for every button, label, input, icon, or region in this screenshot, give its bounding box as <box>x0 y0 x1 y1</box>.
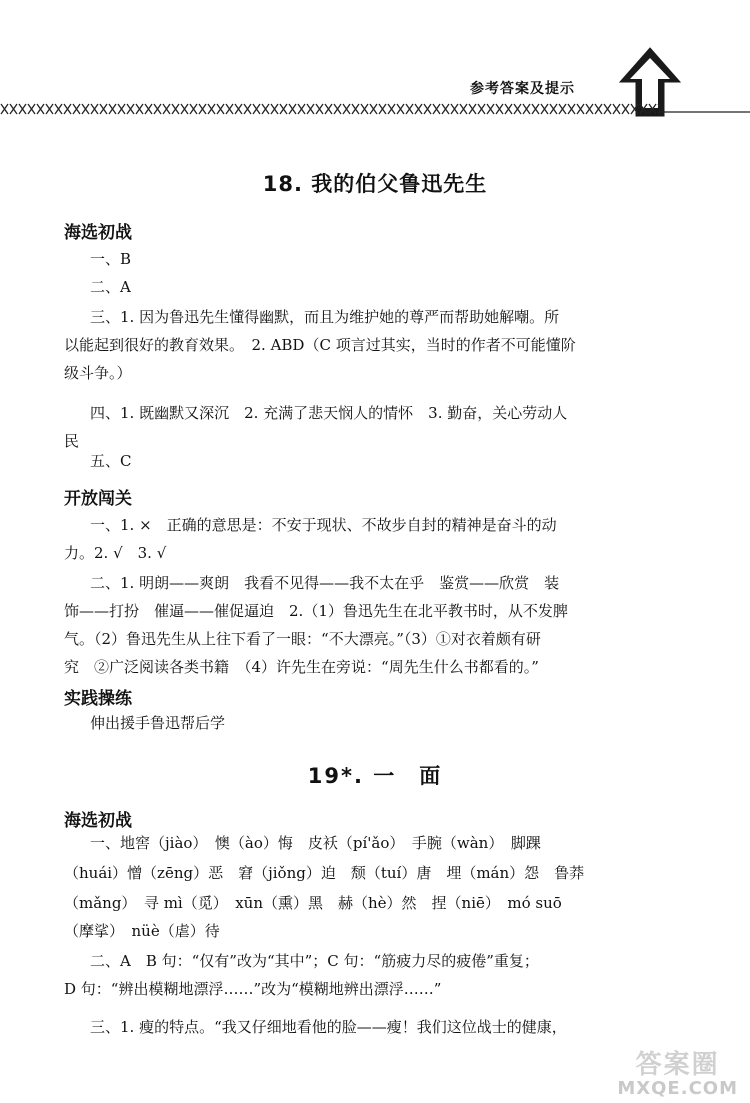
answer-line: 五、C <box>90 452 132 470</box>
answer-line: （mǎng） 寻 mì（觅） xūn（熏）黑 赫（hè）然 捏（niē） mó suō <box>64 894 562 912</box>
answer-line: 饰——打扮 催逼——催促逼迫 2.（1）鲁迅先生在北平教书时，从不发脾 <box>64 602 568 620</box>
answer-line: 一、地窖（jiào） 懊（ào）悔 皮袄（pí'ǎo） 手腕（wàn） 脚踝 <box>90 834 541 852</box>
section-heading: 开放闯关 <box>64 489 132 509</box>
answer-line: 三、1. 瘦的特点。“我又仔细地看他的脸——瘦！我们这位战士的健康， <box>90 1018 567 1036</box>
answer-line: 伸出援手鲁迅帮后学 <box>90 714 226 732</box>
header-label: 参考答案及提示 <box>470 81 575 97</box>
answer-line: 究 ②广泛阅读各类书籍 （4）许先生在旁说：“周先生什么书都看的。” <box>64 658 539 676</box>
site-watermark <box>617 1051 738 1099</box>
answer-line: 四、1. 既幽默又深沉 2. 充满了悲天悯人的情怀 3. 勤奋，关心劳动人 <box>90 404 568 422</box>
section-heading: 海选初战 <box>64 223 132 243</box>
answer-line: 二、A <box>90 278 131 296</box>
answer-line: 民 <box>64 432 80 450</box>
section-heading: 海选初战 <box>64 811 132 831</box>
watermark-url: MXQE.COM <box>617 1078 738 1100</box>
answer-line: 二、A B 句：“仅有”改为“其中”；C 句：“筋疲力尽的疲倦”重复； <box>90 952 539 970</box>
answer-line: D 句：“辨出模糊地漂浮……”改为“模糊地辨出漂浮……” <box>64 980 442 998</box>
answer-line: 力。2. √ 3. √ <box>64 544 167 562</box>
answer-line: 级斗争。） <box>64 364 132 382</box>
answer-line: （huái）憎（zēng）恶 窘（jiǒng）迫 颓（tuí）唐 埋（mán）怨 鲁莽 <box>64 864 585 882</box>
answer-line: 以能起到很好的教育效果。 2. ABD（C 项言过其实，当时的作者不可能懂阶 <box>64 336 576 354</box>
answer-line: 气。（2）鲁迅先生从上往下看了一眼：“不大漂亮。”（3）①对衣着颇有研 <box>64 630 541 648</box>
header-decorative-rule <box>0 100 750 118</box>
answer-line: 二、1. 明朗——爽朗 我看不见得——我不太在乎 鉴赏——欣赏 装 <box>90 574 560 592</box>
watermark-logo-text: 答案圈 <box>635 1049 720 1080</box>
answer-line: 一、B <box>90 250 132 268</box>
lesson-19-title: 19*. 一 面 <box>307 764 443 788</box>
section-heading: 实践操练 <box>64 689 132 709</box>
answer-line: 一、1. × 正确的意思是：不安于现状、不故步自封的精神是奋斗的动 <box>90 516 557 534</box>
lesson-18-title: 18. 我的伯父鲁迅先生 <box>262 172 488 196</box>
answer-line: 三、1. 因为鲁迅先生懂得幽默，而且为维护她的尊严而帮助她解嘲。所 <box>90 308 560 326</box>
answer-line: （摩挲） nüè（虐）待 <box>64 922 220 940</box>
